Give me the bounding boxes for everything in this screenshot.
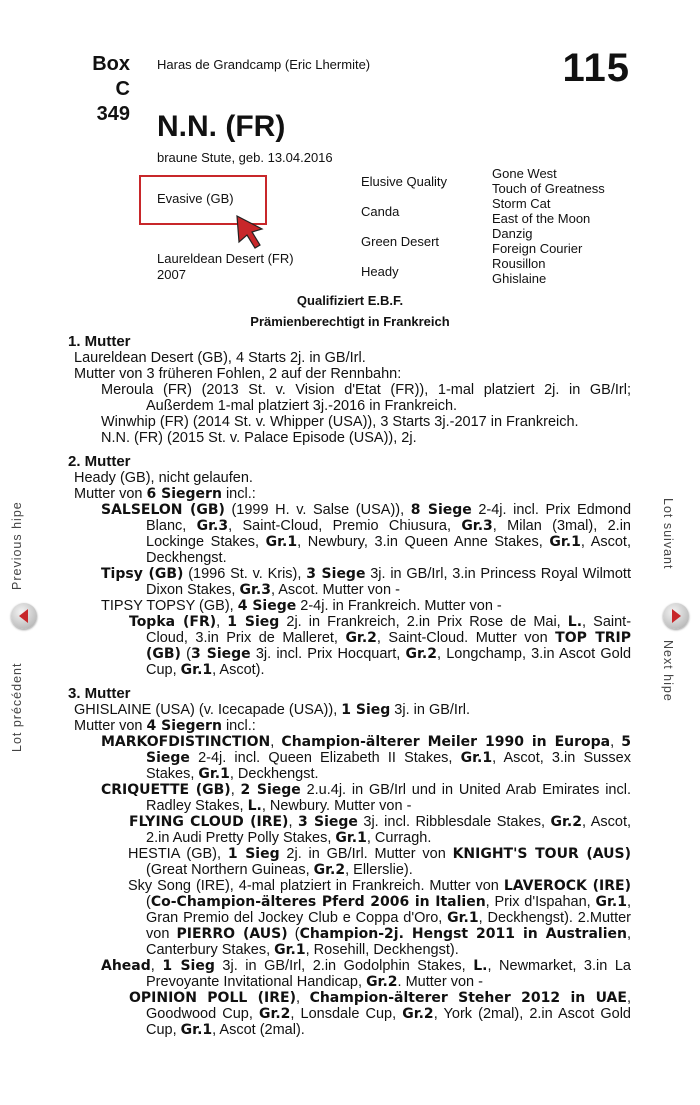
produce-winwhip: Winwhip (FR) (2014 St. v. Whipper (USA)), 3 Starts 3j.-2017 in Frankreich. [101,414,579,430]
pedigree-gen3-7: Rousillon [492,256,546,271]
section-heading-2: 2. Mutter [68,453,131,470]
next-hipe-label[interactable]: Next hipe [661,640,675,702]
horse-name: N.N. (FR) [157,110,286,143]
dam-produce-intro: Mutter von 3 früheren Fohlen, 2 auf der Rennbahn: [74,366,402,382]
second-dam-intro: Mutter von 6 Siegern incl.: [74,486,256,502]
produce-hestia: HESTIA (GB), 1 Sieg 2j. in GB/Irl. Mutter von KNIGHT'S TOUR (AUS) (Great Northern Guineas, Gr.2, Ellerslie). [128,846,632,878]
catalogue-text [68,333,631,1038]
section-heading-3: 3. Mutter [68,685,131,702]
box-label-line1: Box [92,53,130,75]
pedigree-gen2-2: Canda [361,204,400,219]
pedigree-gen3-1: Gone West [492,166,557,181]
horse-description: braune Stute, geb. 13.04.2016 [157,150,333,165]
prev-arrow-icon [11,603,37,629]
pedigree-gen2-3: Green Desert [361,234,440,249]
pedigree-gen3 [492,166,605,286]
next-arrow-icon [663,603,689,629]
previous-lot-button[interactable] [11,603,37,629]
section-heading-1: 1. Mutter [68,333,131,350]
produce-tipsy-topsy: TIPSY TOPSY (GB), 4 Siege 2-4j. in Frankreich. Mutter von - [101,598,502,614]
dam-summary: Laureldean Desert (GB), 4 Starts 2j. in GB/Irl. [74,350,366,366]
ebf-qualified-note: Qualifiziert E.B.F. [296,293,404,308]
produce-sky-song: Sky Song (IRE), 4-mal platziert in Frankreich. Mutter von LAVEROCK (IRE) (Co-Champion-älteres Pferd 2006 in Italien, Prix d'Ispahan, Gr.1, Gran Premio del Jockey Club e Coppa d'Oro, Gr.1, Deckhengst). 2.Mutter von PIERRO (AUS) (Champion-2j. Hengst 2011 in Australien, Canterbury Stakes, Gr.1, Rosehill, Deckhengst). [128,878,632,958]
pedigree-gen3-4: East of the Moon [492,211,591,226]
pedigree-gen3-6: Foreign Courier [492,241,583,256]
pedigree-sire[interactable]: Evasive (GB) [157,191,234,206]
produce-tipsy: Tipsy (GB) (1996 St. v. Kris), 3 Siege 3j. in GB/Irl, 3.in Princess Royal Wilmott Dixon Stakes, Gr.3, Ascot. Mutter von - [101,566,631,598]
third-dam-intro: Mutter von 4 Siegern incl.: [74,718,256,734]
pedigree-gen3-2: Touch of Greatness [492,181,605,196]
produce-meroula: Meroula (FR) (2013 St. v. Vision d'Etat (FR)), 1-mal platziert 2j. in GB/Irl; Außerdem 1-mal platziert 3j.-2016 in Frankreich. [101,382,631,414]
produce-flying-cloud: FLYING CLOUD (IRE), 3 Siege 3j. incl. Ribblesdale Stakes, Gr.2, Ascot, 2.in Audi Pretty Polly Stakes, Gr.1, Curragh. [129,814,631,846]
produce-criquette: CRIQUETTE (GB), 2 Siege 2.u.4j. in GB/Irl und in United Arab Emirates incl. Radley Stakes, L., Newbury. Mutter von - [101,782,631,814]
pedigree-dam-name: Laureldean Desert (FR) [157,251,294,266]
produce-nn: N.N. (FR) (2015 St. v. Palace Episode (USA)), 2j. [101,430,417,446]
lot-suivant-label[interactable]: Lot suivant [661,498,675,570]
previous-hipe-label[interactable]: Previous hipe [10,501,24,590]
pedigree-gen3-3: Storm Cat [492,196,551,211]
produce-salselon: SALSELON (GB) (1999 H. v. Salse (USA)), 8 Siege 2-4j. incl. Prix Edmond Blanc, Gr.3, Saint-Cloud, Premio Chiusura, Gr.3, Milan (3mal), 2.in Lockinge Stakes, Gr.1, Newbury, 3.in Queen Anne Stakes, Gr.1, Ascot, Deckhengst. [101,502,632,566]
second-dam-summary: Heady (GB), nicht gelaufen. [74,470,253,486]
produce-markofdistinction: MARKOFDISTINCTION, Champion-älterer Meiler 1990 in Europa, 5 Siege 2-4j. incl. Queen Elizabeth II Stakes, Gr.1, Ascot, 3.in Sussex Stakes, Gr.1, Deckhengst. [101,734,632,782]
produce-ahead: Ahead, 1 Sieg 3j. in GB/Irl, 2.in Godolphin Stakes, L., Newmarket, 3.in La Prevoyante Invitational Handicap, Gr.2. Mutter von - [101,958,631,990]
pedigree-gen3-5: Danzig [492,226,533,241]
produce-opinion-poll: OPINION POLL (IRE), Champion-älterer Steher 2012 in UAE, Goodwood Cup, Gr.2, Lonsdale Cup, Gr.2, York (2mal), 2.in Ascot Gold Cup, Gr.1, Ascot (2mal). [129,990,631,1038]
lot-number: 115 [562,46,630,90]
lot-precedent-label[interactable]: Lot précédent [10,662,24,752]
premium-note: Prämienberechtigt in Frankreich [250,314,450,329]
box-label [80,52,130,127]
produce-topka: Topka (FR), 1 Sieg 2j. in Frankreich, 2.in Prix Rose de Mai, L., Saint-Cloud, 3.in Prix de Malleret, Gr.2, Saint-Cloud. Mutter von TOP TRIP (GB) (3 Siege 3j. incl. Prix Hocquart, Gr.2, Longchamp, 3.in Ascot Gold Cup, Gr.1, Ascot). [129,614,632,678]
breeder: Haras de Grandcamp (Eric Lhermite) [157,57,371,72]
pedigree-dam [157,251,294,283]
arrow-cursor-icon [234,214,266,250]
pedigree-gen3-8: Ghislaine [492,271,547,286]
box-label-line2: C 349 [96,78,130,125]
next-lot-button[interactable] [663,603,689,629]
pedigree-gen2-4: Heady [361,264,399,279]
pedigree-gen2-1: Elusive Quality [361,174,447,189]
third-dam-summary: GHISLAINE (USA) (v. Icecapade (USA)), 1 Sieg 3j. in GB/Irl. [74,702,471,718]
pedigree-dam-year: 2007 [157,267,186,282]
